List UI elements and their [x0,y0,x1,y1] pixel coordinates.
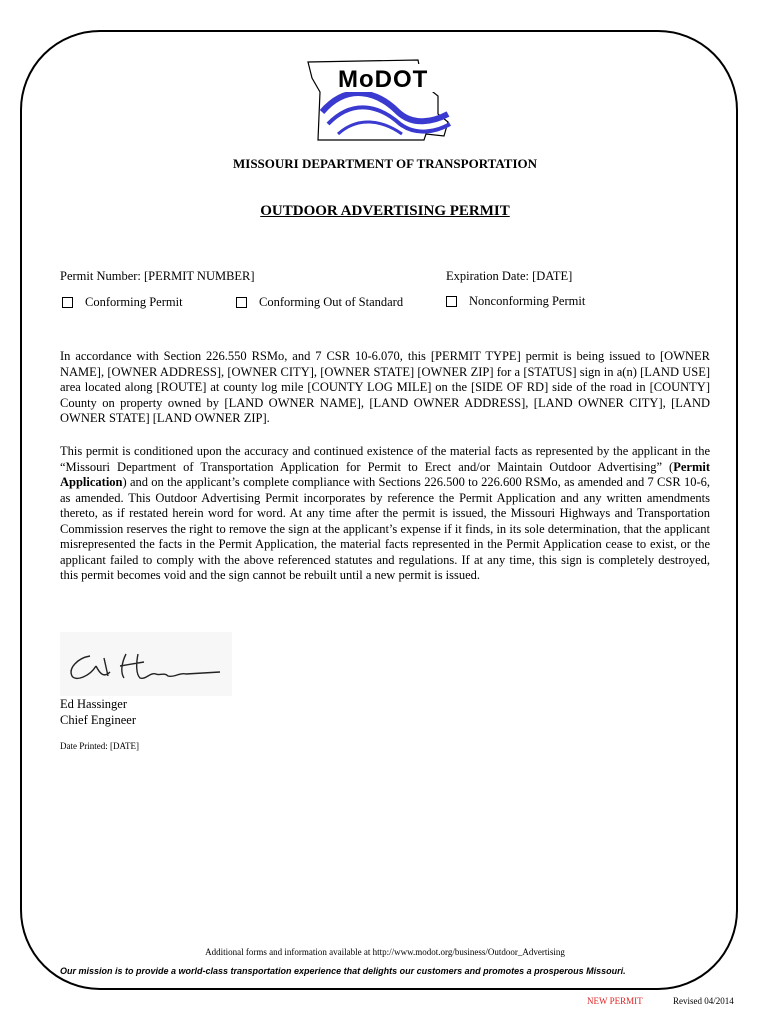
signatory-name: Ed Hassinger [60,697,127,711]
signatory-role: Chief Engineer [60,713,137,727]
checkbox-icon[interactable] [62,297,73,308]
modot-logo [298,52,462,142]
checkbox-nonconforming[interactable] [446,294,585,309]
signature-image [60,632,232,696]
agency-name: MISSOURI DEPARTMENT OF TRANSPORTATION [232,156,538,171]
document-title: OUTDOOR ADVERTISING PERMIT [260,203,510,219]
checkbox-conforming[interactable] [62,295,183,310]
revision-label: Revised 04/2014 [673,996,734,1006]
checkbox-label: Conforming Out of Standard [259,295,404,309]
checkbox-icon[interactable] [446,296,457,307]
checkbox-conforming-out-of-standard[interactable] [236,295,403,310]
logo-text: MoDOT [338,66,429,93]
permit-paragraph-1: In accordance with Section 226.550 RSMo, and 7 CSR 10-6.070, this [PERMIT TYPE] permit is being issued to [OWNER NAME], [OWNER ADDRESS], [OWNER CITY], [OWNER STATE] [OWNER ZIP] for a [STATUS] sign in a(n) [LAND USE] area located along [ROUTE] at county log mile [COUNTY LOG MILE] on the [SIDE OF RD] side of the road in [COUNTY] County on property owned by [LAND OWNER NAME], [LAND OWNER ADDRESS], [LAND OWNER CITY], [LAND OWNER STATE] [LAND OWNER ZIP]. [60,349,710,425]
new-permit-label: NEW PERMIT [587,996,643,1006]
checkbox-label: Conforming Permit [85,295,183,309]
permit-paragraph-2: This permit is conditioned upon the accuracy and continued existence of the material facts as represented by the applicant in the “Missouri Department of Transportation Application for Permit to Erect and/or Maintain Outdoor Advertising” (Permit Application) and on the applicant’s complete compliance with Sections 226.500 to 226.600 RSMo, as amended and 7 CSR 10-6, as amended. This Outdoor Advertising Permit incorporates by reference the Permit Application and any written amendments thereto, as if restated herein word for word. At any time after the permit is issued, the Missouri Highways and Transportation Commission reserves the right to remove the sign at the applicant’s expense if it finds, in its sole determination, that the applicant misrepresented the facts in the Permit Application, the material facts represented in the Permit Application cease to exist, or the applicant failed to comply with the above referenced statutes and regulations. If at any time, this sign is completely destroyed, this permit becomes void and the sign cannot be rebuilt until a new permit is issued. [60,444,710,582]
mission-statement: Our mission is to provide a world-class transportation experience that delights our customers and promotes a prosperous Missouri. [60,966,626,976]
footer-info-link-text: Additional forms and information available at http://www.modot.org/business/Outdoor_Advertising [205,947,565,957]
permit-number: Permit Number: [PERMIT NUMBER] [60,269,255,283]
date-printed: Date Printed: [DATE] [60,741,139,751]
signatory [60,696,136,728]
expiration-date: Expiration Date: [DATE] [446,269,573,283]
checkbox-icon[interactable] [236,297,247,308]
checkbox-label: Nonconforming Permit [469,294,586,308]
